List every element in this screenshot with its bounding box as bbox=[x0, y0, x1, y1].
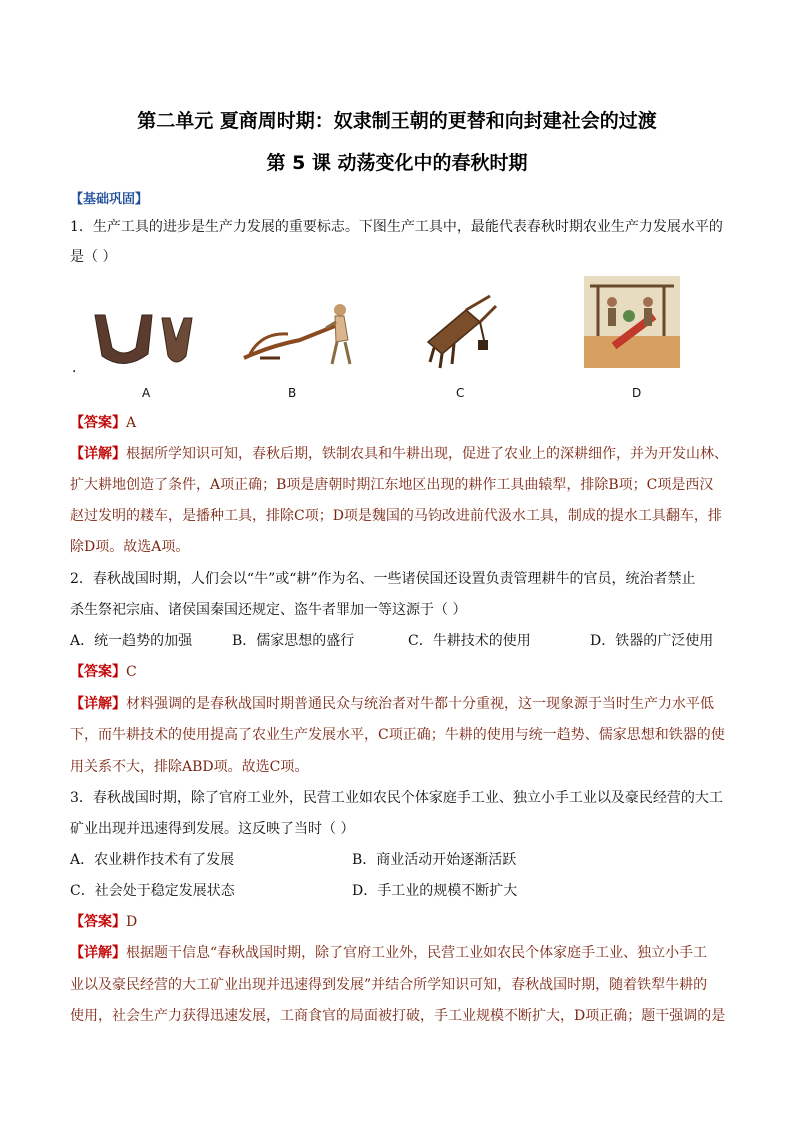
q2-stem-line1: 2．春秋战国时期，人们会以“牛”或“耕”作为名、一些诸侯国还设置负责管理耕牛的官员，统治者禁止 bbox=[70, 571, 696, 587]
q3-detail-line2: 业以及豪民经营的大工矿业出现并迅速得到发展”并结合所学知识可知，春秋战国时期，随着铁犁牛耕的 bbox=[70, 977, 708, 993]
q2-detail-line2: 下，而牛耕技术的使用提高了农业生产发展水平，C项正确；牛耕的使用与统一趋势、儒家思想和铁器的使 bbox=[70, 727, 725, 743]
q3-option-a: A．农业耕作技术有了发展 bbox=[70, 852, 235, 868]
detail-text: 材料强调的是春秋战国时期普通民众与统治者对牛都十分重视，这一现象源于当时生产力水平低 bbox=[126, 696, 714, 712]
q2-option-a: A．统一趋势的加强 bbox=[70, 633, 193, 649]
q3-option-b: B．商业活动开始逐渐活跃 bbox=[352, 852, 517, 868]
seed-drill-image bbox=[420, 292, 500, 370]
q2-detail-line3: 用关系不大，排除ABD项。故选C项。 bbox=[70, 759, 309, 775]
q1-stem-line1: 1．生产工具的进步是生产力发展的重要标志。下图生产工具中，最能代表春秋时期农业生产力发展水平的 bbox=[70, 219, 723, 235]
q3-stem-line2: 矿业出现并迅速得到发展。这反映了当时（ ） bbox=[70, 821, 355, 837]
q2-answer bbox=[70, 662, 732, 682]
answer-value: C bbox=[126, 664, 137, 680]
q2-stem-line2: 杀生祭祀宗庙、诸侯国秦国还规定、盗牛者罪加一等这源于（ ） bbox=[70, 602, 467, 618]
q1-detail-line2: 扩大耕地创造了条件，A项正确；B项是唐朝时期江东地区出现的耕作工具曲辕犁，排除B项；C项是西汉 bbox=[70, 477, 714, 493]
q2-option-c: C．牛耕技术的使用 bbox=[408, 633, 531, 649]
answer-tag: 【答案】 bbox=[70, 664, 126, 680]
detail-tag: 【详解】 bbox=[70, 446, 126, 462]
q3-stem-line1: 3．春秋战国时期，除了官府工业外，民营工业如农民个体家庭手工业、独立小手工业以及豪民经营的大工 bbox=[70, 790, 723, 806]
detail-text: 根据题干信息“春秋战国时期，除了官府工业外，民营工业如农民个体家庭手工业、独立小手工 bbox=[126, 945, 708, 961]
chain-pump-image bbox=[584, 276, 680, 368]
q1-stem-line2: 是（ ） bbox=[70, 249, 117, 265]
q2-detail-line1 bbox=[70, 694, 732, 714]
section-label: 【基础巩固】 bbox=[70, 192, 149, 207]
q2-option-b: B．儒家思想的盛行 bbox=[232, 633, 355, 649]
unit-title: 第二单元 夏商周时期：奴隶制王朝的更替和向封建社会的过渡 bbox=[137, 110, 657, 132]
q3-option-d: D．手工业的规模不断扩大 bbox=[352, 883, 518, 899]
answer-tag: 【答案】 bbox=[70, 415, 126, 431]
lesson-title: 第 5 课 动荡变化中的春秋时期 bbox=[266, 152, 528, 174]
q3-option-c: C．社会处于稳定发展状态 bbox=[70, 883, 235, 899]
q2-option-d: D．铁器的广泛使用 bbox=[590, 633, 714, 649]
curved-plough-image bbox=[240, 296, 365, 368]
q1-dot: ． bbox=[72, 360, 86, 376]
detail-text: 根据所学知识可知，春秋后期，铁制农具和牛耕出现，促进了农业上的深耕细作，并为开发山林、 bbox=[126, 446, 728, 462]
q3-detail-line3: 使用，社会生产力获得迅速发展，工商食官的局面被打破，手工业规模不断扩大，D项正确；题干强调的是 bbox=[70, 1008, 726, 1024]
answer-value: A bbox=[126, 415, 137, 431]
detail-tag: 【详解】 bbox=[70, 945, 126, 961]
q1-detail-line4: 除D项。故选A项。 bbox=[70, 539, 190, 555]
q1-label-b: B bbox=[288, 386, 297, 400]
answer-value: D bbox=[126, 914, 138, 930]
q1-detail-line3: 赵过发明的耧车，是播种工具，排除C项；D项是魏国的马钧改进前代汲水工具，制成的提水工具翻车，排 bbox=[70, 508, 722, 524]
iron-plough-image bbox=[90, 310, 200, 372]
q1-label-c: C bbox=[456, 386, 465, 400]
q1-label-d: D bbox=[632, 386, 642, 400]
q1-detail-line1 bbox=[70, 444, 732, 464]
q1-label-a: A bbox=[142, 386, 151, 400]
q1-answer bbox=[70, 413, 732, 433]
answer-tag: 【答案】 bbox=[70, 914, 126, 930]
detail-tag: 【详解】 bbox=[70, 696, 126, 712]
q3-detail-line1 bbox=[70, 943, 732, 963]
q3-answer bbox=[70, 912, 732, 932]
